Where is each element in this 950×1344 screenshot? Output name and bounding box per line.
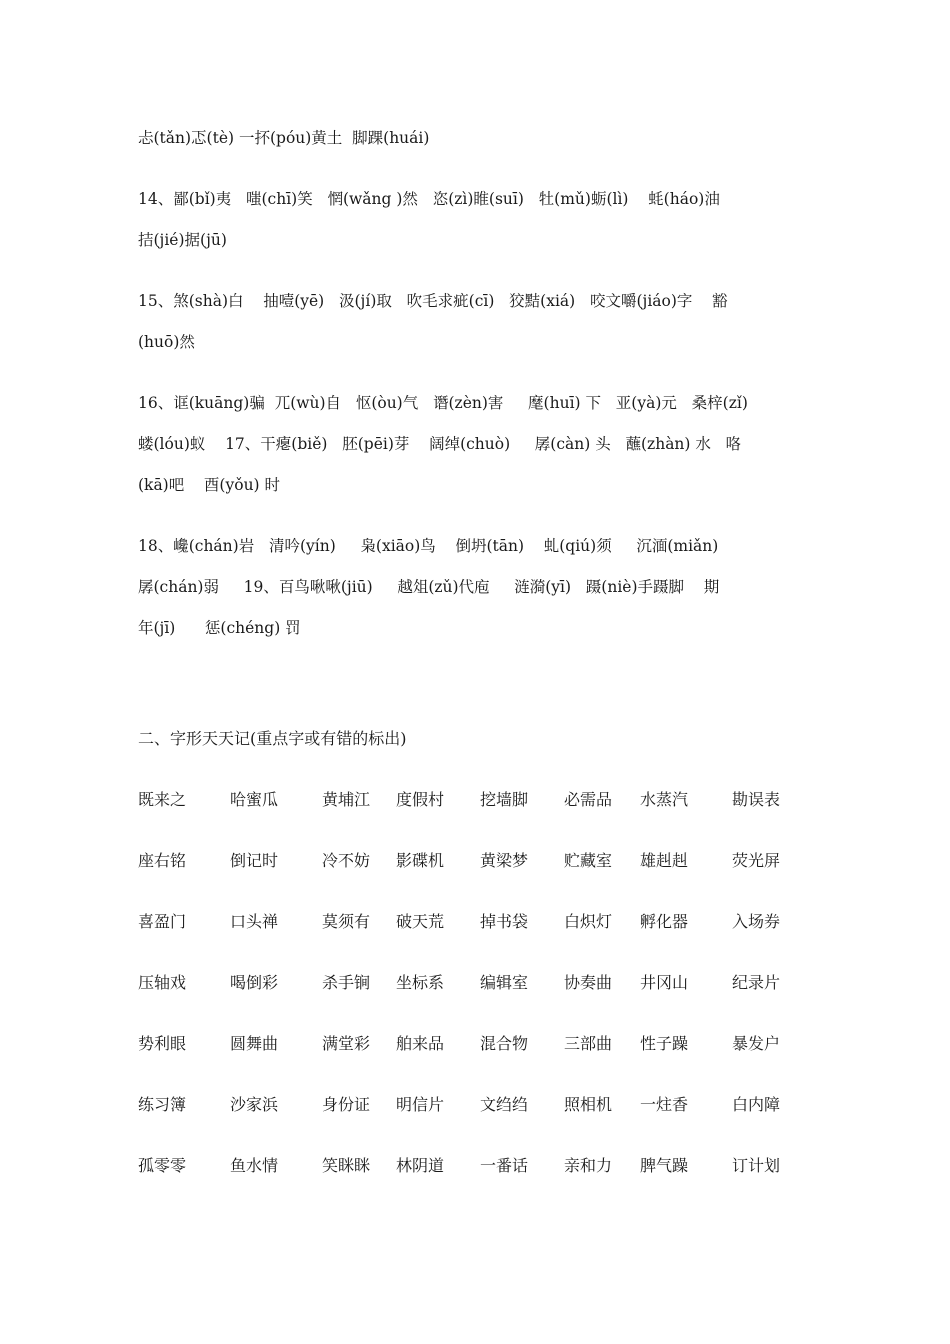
word-cell: 既来之 [138,790,187,809]
word-cell: 勘误表 [732,790,781,809]
pinyin-line: 14、鄙(bǐ)夷 嗤(chī)笑 惘(wǎng )然 恣(zì)睢(suī) 牡(mǔ)蛎(lì) 蚝(háo)油 [138,190,720,208]
word-cell: 身份证 [322,1095,371,1114]
word-cell: 文绉绉 [480,1095,529,1114]
word-cell: 孤零零 [138,1156,187,1175]
word-cell: 照相机 [564,1095,613,1114]
word-cell: 白炽灯 [564,912,613,931]
word-cell: 雄赳赳 [640,851,689,870]
word-cell: 脾气躁 [640,1156,689,1175]
word-row [138,912,818,973]
word-row [138,1034,818,1095]
word-row [138,1156,818,1217]
pinyin-line: 蝼(lóu)蚁 17、干瘪(biě) 胚(pēi)芽 阔绰(chuò) 孱(càn) 头 蘸(zhàn) 水 咯 [138,435,742,453]
word-cell: 贮藏室 [564,851,613,870]
word-cell: 白内障 [732,1095,781,1114]
word-cell: 荧光屏 [732,851,781,870]
word-cell: 满堂彩 [322,1034,371,1053]
word-cell: 鱼水情 [230,1156,279,1175]
word-cell: 莫须有 [322,912,371,931]
word-cell: 黄埔江 [322,790,371,809]
word-cell: 练习簿 [138,1095,187,1114]
section-title: 二、字形天天记(重点字或有错的标出) [138,729,407,748]
word-cell: 水蒸汽 [640,790,689,809]
pinyin-line: 15、煞(shà)白 抽噎(yē) 汲(jí)取 吹毛求疵(cī) 狡黠(xiá) 咬文嚼(jiáo)字 豁 [138,292,728,310]
word-cell: 势利眼 [138,1034,187,1053]
word-row [138,973,818,1034]
word-cell: 黄梁梦 [480,851,529,870]
word-cell: 喜盈门 [138,912,187,931]
word-cell: 冷不妨 [322,851,371,870]
word-cell: 影碟机 [396,851,445,870]
word-cell: 订计划 [732,1156,781,1175]
word-cell: 压轴戏 [138,973,187,992]
word-cell: 纪录片 [732,973,781,992]
pinyin-line: 18、巉(chán)岩 清吟(yín) 枭(xiāo)鸟 倒坍(tān) 虬(qiú)须 沉湎(miǎn) [138,537,719,555]
word-cell: 座右铭 [138,851,187,870]
word-cell: 圆舞曲 [230,1034,279,1053]
word-cell: 必需品 [564,790,613,809]
word-cell: 井冈山 [640,973,689,992]
word-cell: 笑眯眯 [322,1156,371,1175]
word-cell: 入场券 [732,912,781,931]
pinyin-line: (kā)吧 酉(yǒu) 时 [138,476,281,494]
word-cell: 掉书袋 [480,912,529,931]
word-cell: 沙家浜 [230,1095,279,1114]
word-cell: 混合物 [480,1034,529,1053]
pinyin-line: (huō)然 [138,333,195,351]
word-cell: 舶来品 [396,1034,445,1053]
pinyin-line: 年(jī) 惩(chéng) 罚 [138,619,301,637]
word-cell: 明信片 [396,1095,445,1114]
word-cell: 一炷香 [640,1095,689,1114]
word-cell: 林阴道 [396,1156,445,1175]
word-cell: 度假村 [396,790,445,809]
word-grid [138,790,818,1217]
word-cell: 暴发户 [732,1034,781,1053]
word-row [138,790,818,851]
word-row [138,851,818,912]
word-cell: 口头禅 [230,912,279,931]
word-cell: 杀手锏 [322,973,371,992]
word-cell: 三部曲 [564,1034,613,1053]
word-cell: 一番话 [480,1156,529,1175]
word-cell: 挖墙脚 [480,790,529,809]
pinyin-line: 忐(tǎn)忑(tè) 一抔(póu)黄土 脚踝(huái) [138,129,430,147]
word-cell: 孵化器 [640,912,689,931]
word-row [138,1095,818,1156]
word-cell: 倒记时 [230,851,279,870]
pinyin-line: 16、诓(kuāng)骗 兀(wù)自 怄(òu)气 谮(zèn)害 麾(huī) 下 亚(yà)元 桑梓(zǐ) [138,394,748,412]
word-cell: 协奏曲 [564,973,613,992]
word-cell: 哈蜜瓜 [230,790,279,809]
pinyin-line: 拮(jié)据(jū) [138,231,227,249]
word-cell: 编辑室 [480,973,529,992]
word-cell: 破天荒 [396,912,445,931]
word-cell: 亲和力 [564,1156,613,1175]
word-cell: 性子躁 [640,1034,689,1053]
pinyin-line: 孱(chán)弱 19、百鸟啾啾(jiū) 越俎(zǔ)代庖 涟漪(yī) 蹑(niè)手蹑脚 期 [138,578,720,596]
word-cell: 坐标系 [396,973,445,992]
word-cell: 喝倒彩 [230,973,279,992]
